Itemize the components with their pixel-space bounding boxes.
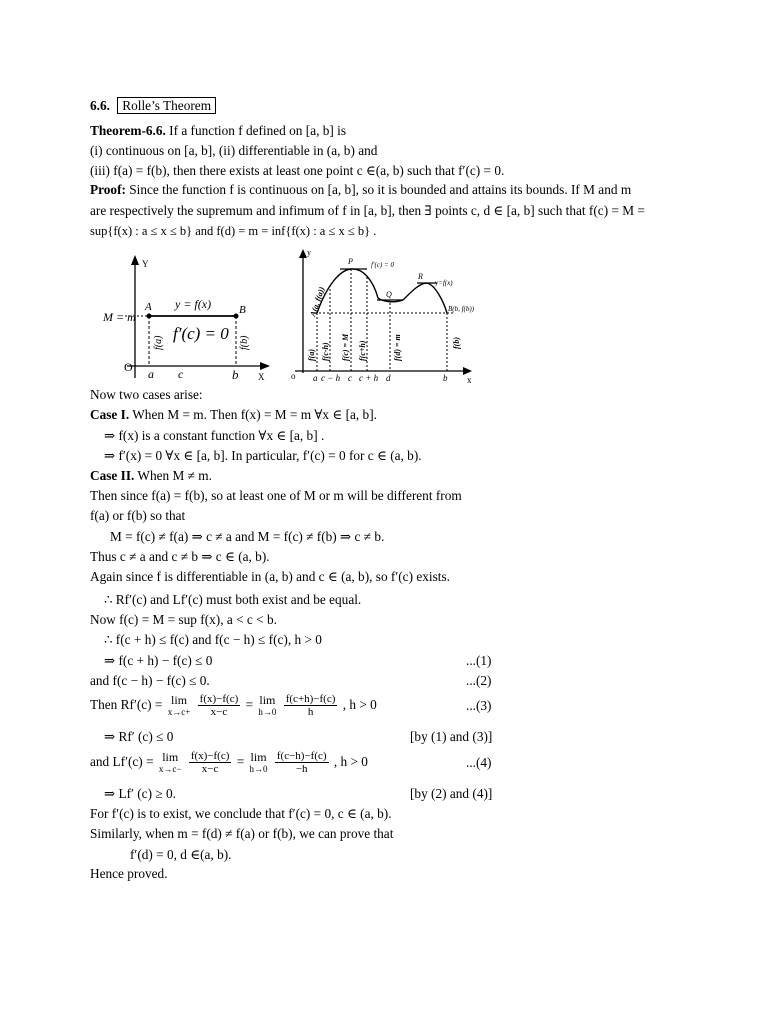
fig1-x-label: X xyxy=(258,372,265,382)
fig1-fa-label: f(a) xyxy=(153,335,164,350)
fig1-fb-label: f(b) xyxy=(239,335,250,350)
body-line-15: and f(c − h) − f(c) ≤ 0. xyxy=(90,673,210,688)
lf-fraction-2: $\frac{f(c-h)-f(c)}{-h}$ xyxy=(276,750,327,776)
lf-limit-1: lim x→c− xyxy=(158,749,182,774)
figure-constant-function xyxy=(95,250,280,385)
body-line-17: ⇒ Rf′ (c) ≤ 0 xyxy=(104,729,174,744)
fig2-curve-label: y=f(x) xyxy=(435,279,453,287)
fig1-x-a-label: a xyxy=(148,367,154,381)
fig2-b-label: B(b, f(b)) xyxy=(448,305,475,313)
case1-text: When M = m. Then f(x) = M = m ∀x ∈ [a, b]. xyxy=(132,407,377,422)
body-line-19: ⇒ Lf′ (c) ≥ 0. xyxy=(104,786,176,801)
body-line-22: f′(d) = 0, d ∈(a, b). xyxy=(130,847,232,862)
body-line-20: For f′(c) is to exist, we conclude that f′(c) = 0, c ∈ (a, b). xyxy=(90,806,392,821)
fig2-x-arrow-icon xyxy=(463,367,472,375)
fig2-tick-cph: c + h xyxy=(359,373,379,383)
body-line-21: Similarly, when m = f(d) ≠ f(a) or f(b), we can prove that xyxy=(90,826,394,841)
fig2-fd-label: f(d) = m xyxy=(393,334,402,361)
theorem-label: Theorem-6.6. xyxy=(90,123,166,138)
fig2-fc-label: f(c) = M xyxy=(341,333,350,361)
fig2-tick-c: c xyxy=(348,373,352,383)
body-line-18: and Lf′(c) = lim x→c− $\frac{f(x)-f(c)}{x-c}$ = lim h→0 $\frac{f(c-h)-f(c)}{-h}$ , h > 0 xyxy=(90,749,368,776)
body-line-04: ⇒ f′(x) = 0 ∀x ∈ [a, b]. In particular, f′(c) = 0 for c ∈ (a, b). xyxy=(104,448,422,463)
fig1-y-arrow-icon xyxy=(131,255,139,265)
proof-text-1: Since the function f is continuous on [a, b], so it is bounded and attains its bounds. If M and m xyxy=(129,182,632,197)
body-line-02 xyxy=(90,407,377,423)
fig2-x-label: x xyxy=(467,375,472,385)
fig1-x-arrow-icon xyxy=(260,362,270,370)
proof-line-3: sup{f(x) : a ≤ x ≤ b} and f(d) = m = inf{f(x) : a ≤ x ≤ b} . xyxy=(90,224,377,238)
fig1-b-point-label: B xyxy=(239,304,246,316)
body-line-14: ⇒ f(c + h) − f(c) ≤ 0 xyxy=(104,653,213,668)
body-line-23: Hence proved. xyxy=(90,866,168,881)
lf-definition-label: and Lf′(c) = xyxy=(90,754,154,769)
body-line-16: Then Rf′(c) = lim x→c+ $\frac{f(x)-f(c)}{x-c}$ = lim h→0 $\frac{f(c+h)-f(c)}{h}$ , h > 0 xyxy=(90,692,377,719)
fig2-fcph-label: f(c+h) xyxy=(358,340,367,361)
fig2-y-arrow-icon xyxy=(299,249,307,258)
proof-line-1 xyxy=(90,182,631,198)
fig2-tick-ch: c − h xyxy=(321,373,341,383)
fig2-q-label: Q xyxy=(386,290,392,299)
fig1-x-b-label: b xyxy=(232,367,239,382)
equation-ref-4: ...(4) xyxy=(466,755,492,770)
equation-ref-3: ...(3) xyxy=(466,698,492,713)
fig2-curve xyxy=(317,269,447,313)
fig2-a-label: A(a, f(a)) xyxy=(308,285,327,318)
fig2-p-label: P xyxy=(348,257,353,266)
rf-limit-2: lim h→0 xyxy=(258,692,277,717)
body-line-05 xyxy=(90,468,212,484)
section-number: 6.6. xyxy=(90,98,110,113)
proof-label: Proof: xyxy=(90,182,126,197)
case1-label: Case I. xyxy=(90,407,130,422)
theorem-line-3: (iii) f(a) = f(b), then there exists at least one point c ∈(a, b) such that f′(c) = 0. xyxy=(90,163,505,178)
fig2-fb-label: f(b) xyxy=(452,337,461,349)
body-line-11: ∴ Rf′(c) and Lf′(c) must both exist and be equal. xyxy=(104,592,362,607)
figure-rolle-curve xyxy=(285,245,480,385)
theorem-text-1: If a function f defined on [a, b] is xyxy=(169,123,347,138)
proof-line-2: are respectively the supremum and infimum of f in [a, b], then ∃ points c, d ∈ [a, b] such that f(c) = M = xyxy=(90,203,645,218)
fig2-fa-label: f(a) xyxy=(307,349,316,361)
fig1-x-c-label: c xyxy=(178,367,184,381)
fig1-a-point-label: A xyxy=(145,301,152,313)
fig2-tick-a: a xyxy=(313,373,318,383)
body-line-10: Again since f is differentiable in (a, b) and c ∈ (a, b), so f′(c) exists. xyxy=(90,569,450,584)
section-heading xyxy=(90,98,216,114)
theorem-line-2: (i) continuous on [a, b], (ii) differentiable in (a, b) and xyxy=(90,143,378,158)
lf-limit-2: lim h→0 xyxy=(249,749,268,774)
rf-limit-1: lim x→c+ xyxy=(167,692,191,717)
fig1-curve-label: y = f(x) xyxy=(175,297,212,311)
reason-2: [by (2) and (4)] xyxy=(410,786,493,801)
body-line-08: M = f(c) ≠ f(a) ⇒ c ≠ a and M = f(c) ≠ f(b) ⇒ c ≠ b. xyxy=(110,529,385,544)
rf-fraction-1: $\frac{f(x)-f(c)}{x-c}$ xyxy=(199,693,239,719)
rf-definition-label: Then Rf′(c) = xyxy=(90,697,163,712)
section-title: Rolle’s Theorem xyxy=(117,97,216,114)
fig2-derivative-label: f′(c) = 0 xyxy=(371,261,394,269)
body-line-03: ⇒ f(x) is a constant function ∀x ∈ [a, b] . xyxy=(104,428,325,443)
fig1-m-label: M = m xyxy=(103,310,136,324)
equation-ref-1: ...(1) xyxy=(466,653,492,668)
fig1-origin-label: O xyxy=(124,360,133,374)
fig2-tick-d: d xyxy=(386,373,391,383)
body-line-09: Thus c ≠ a and c ≠ b ⇒ c ∈ (a, b). xyxy=(90,549,270,564)
body-line-01: Now two cases arise: xyxy=(90,387,203,402)
theorem-line-1 xyxy=(90,123,346,139)
fig2-r-label: R xyxy=(418,272,423,281)
body-line-13: ∴ f(c + h) ≤ f(c) and f(c − h) ≤ f(c), h > 0 xyxy=(104,632,322,647)
fig2-fch-label: f(c-h) xyxy=(321,342,330,361)
body-line-07: f(a) or f(b) so that xyxy=(90,508,186,523)
case2-label: Case II. xyxy=(90,468,135,483)
fig2-tick-b: b xyxy=(443,373,448,383)
body-line-06: Then since f(a) = f(b), so at least one of M or m will be different from xyxy=(90,488,462,503)
rf-fraction-2: $\frac{f(c+h)-f(c)}{h}$ xyxy=(285,693,336,719)
reason-1: [by (1) and (3)] xyxy=(410,729,493,744)
case2-text: When M ≠ m. xyxy=(137,468,212,483)
fig2-y-label: y xyxy=(307,248,311,257)
fig2-origin-label: o xyxy=(291,371,296,381)
body-line-12: Now f(c) = M = sup f(x), a < c < b. xyxy=(90,612,277,627)
fig1-derivative-label: f′(c) = 0 xyxy=(173,324,229,343)
equation-ref-2: ...(2) xyxy=(466,673,492,688)
fig1-y-label: Y xyxy=(142,259,149,269)
lf-fraction-1: $\frac{f(x)-f(c)}{x-c}$ xyxy=(190,750,230,776)
